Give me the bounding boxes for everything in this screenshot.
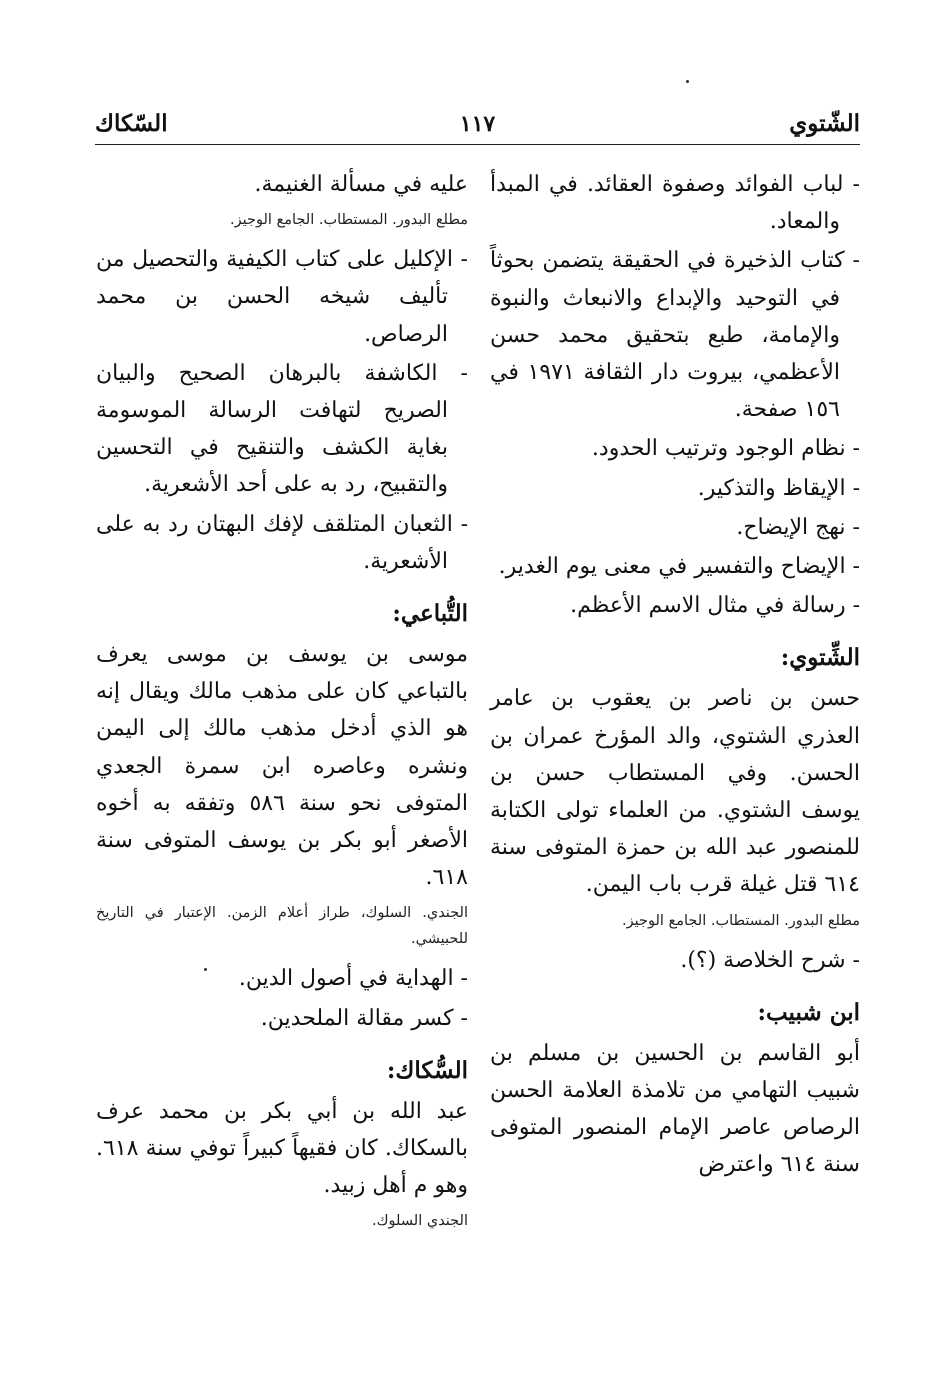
scan-speck xyxy=(686,80,689,83)
page-number: ١١٧ xyxy=(459,111,496,137)
list-item: - الكاشفة بالبرهان الصحيح والبيان الصريح لتهافت الرسالة الموسومة بغاية الكشف والتنقيح في التحسين والتقبيح، رد به على أحد الأشعرية. xyxy=(96,360,468,498)
entry-sources: مطلع البدور. المستطاب. الجامع الوجيز. xyxy=(622,912,860,929)
header-entry-left: السّكاك xyxy=(95,110,168,137)
entry-continuation: عليه في مسألة الغنيمة. xyxy=(254,172,468,197)
left-column xyxy=(96,166,468,1242)
list-item: - شرح الخلاصة (؟). xyxy=(680,947,860,973)
right-column xyxy=(490,166,860,1188)
list-item: - كسر مقالة الملحدين. xyxy=(260,1005,468,1031)
list-item: - الهداية في أصول الدين. xyxy=(238,966,468,992)
list-item: - الثعبان المتلقف لإفك البهتان رد به على الأشعرية. xyxy=(96,511,468,574)
entry-heading-tubbai: التُّباعي: xyxy=(392,600,468,628)
entry-sources: الجندي السلوك. xyxy=(372,1213,468,1230)
list-item: - الإكليل على كتاب الكيفية والتحصيل من تأليف شيخه الحسن بن محمد الرصاص. xyxy=(96,247,468,347)
entry-sources: مطلع البدور. المستطاب. الجامع الوجيز. xyxy=(230,212,468,229)
list-item: - الإيقاظ والتذكير. xyxy=(697,475,860,501)
list-item: - نهج الإيضاح. xyxy=(736,514,860,540)
entry-heading-shatawi: الشِّتوي: xyxy=(780,644,860,672)
list-item: - رسالة في مثال الاسم الأعظم. xyxy=(570,593,860,619)
running-header xyxy=(95,108,860,145)
entry-biography: موسى بن يوسف بن موسى يعرف بالتباعي كان على مذهب مالك ويقال إنه هو الذي أدخل مذهب مالك إلى اليمن ونشره وعاصره ابن سمرة الجعدي المتوفى نحو سنة ٥٨٦ وتفقه به أخوه الأصغر أبو بكر بن يوسف المتوفى سنة ٦١٨. xyxy=(96,642,468,891)
entry-biography: حسن بن ناصر بن يعقوب بن عامر العذري الشتوي، والد المؤرخ عمران بن الحسن. وفي المستطاب حسن بن يوسف الشتوي. من العلماء تولى الكتابة للمنصور عبد الله بن حمزة المتوفى سنة ٦١٤ قتل غيلة قرب باب اليمن. xyxy=(490,686,860,898)
entry-biography: أبو القاسم بن الحسين بن مسلم بن شبيب التهامي من تلامذة العلامة الحسن الرصاص عاصر الإمام المنصور المتوفى سنة ٦١٤ واعترض xyxy=(490,1040,860,1178)
list-item: - كتاب الذخيرة في الحقيقة يتضمن بحوثاً في التوحيد والإبداع والانبعاث والنبوة والإمامة، طبع بتحقيق محمد حسن الأعظمي، بيروت دار الثقافة ١٩٧١ في ١٥٦ صفحة. xyxy=(490,248,860,423)
entry-biography: عبد الله بن أبي بكر بن محمد عرف بالسكاك. كان فقيهاً كبيراً توفي سنة ٦١٨. وهو م أهل زبيد. xyxy=(96,1098,468,1199)
entry-heading-sakkak: السُّكاك: xyxy=(386,1056,468,1084)
list-item: - لباب الفوائد وصفوة العقائد. في المبدأ والمعاد. xyxy=(490,172,860,235)
list-item: - نظام الوجود وترتيب الحدود. xyxy=(591,436,860,462)
list-item: - الإيضاح والتفسير في معنى يوم الغدير. xyxy=(498,554,860,580)
entry-heading-ibn-shabib: ابن شبيب: xyxy=(757,998,860,1026)
header-entry-right: الشّتوي xyxy=(789,110,860,137)
entry-sources: الجندي. السلوك، طراز أعلام الزمن. الإعتبار في التاريخ للحبيشي. xyxy=(96,905,468,948)
